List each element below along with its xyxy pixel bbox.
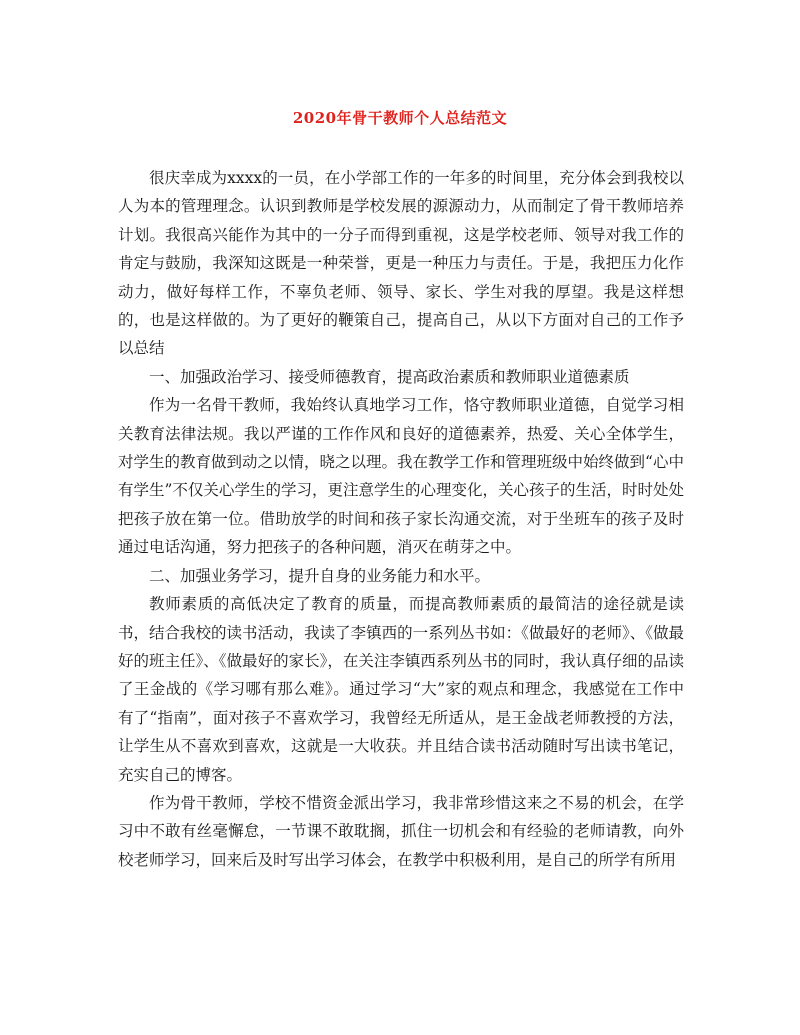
paragraph-training: 作为骨干教师，学校不惜资金派出学习，我非常珍惜这来之不易的机会，在学习中不敢有丝毫懈怠，一节课不敢耽搁，抓住一切机会和有经验的老师请教，向外校老师学习，回来后及时写出学习体会，在教学中积极利用，是自己的所学有所用 xyxy=(118,793,684,869)
paragraph-section-1: 作为一名骨干教师，我始终认真地学习工作，恪守教师职业道德，自觉学习相关教育法律法规。我以严谨的工作作风和良好的道德素养，热爱、关心全体学生，对学生的教育做到动之以情，晓之以理。我在教学工作和管理班级中始终做到“心中有学生”不仅关心学生的学习，更注意学生的心理变化，关心孩子的生活，时时处处把孩子放在第一位。借助放学的时间和孩子家长沟通交流，对于坐班车的孩子及时通过电话沟通，努力把孩子的各种问题，消灭在萌芽之中。 xyxy=(118,396,684,557)
paragraph-section-2: 教师素质的高低决定了教育的质量，而提高教师素质的最简洁的途径就是读书，结合我校的读书活动，我读了李镇西的一系列丛书如：《做最好的老师》、《做最好的班主任》、《做最好的家长》，在关注李镇西系列丛书的同时，我认真仔细的品读了王金战的《学习哪有那么难》。通过学习“大”家的观点和理念，我感觉在工作中有了“指南”，面对孩子不喜欢学习，我曾经无所适从，是王金战老师教授的方法，让学生从不喜欢到喜欢，这就是一大收获。并且结合读书活动随时写出读书笔记，充实自己的博客。 xyxy=(118,595,684,784)
document-title: 2020年骨干教师个人总结范文 xyxy=(292,109,508,127)
section-heading-1: 一、加强政治学习、接受师德教育，提高政治素质和教师职业道德素质 xyxy=(149,367,630,386)
section-heading-2: 二、加强业务学习，提升自身的业务能力和水平。 xyxy=(149,566,491,585)
paragraph-intro: 很庆幸成为xxxx的一员，在小学部工作的一年多的时间里，充分体会到我校以人为本的管理理念。认识到教师是学校发展的源源动力，从而制定了骨干教师培养计划。我很高兴能作为其中的一分子而得到重视，这是学校老师、领导对我工作的肯定与鼓励，我深知这既是一种荣誉，更是一种压力与责任。于是，我把压力化作动力，做好每样工作，不辜负老师、领导、家长、学生对我的厚望。我是这样想的，也是这样做的。为了更好的鞭策自己，提高自己，从以下方面对自己的工作予以总结 xyxy=(118,169,684,358)
document-body xyxy=(118,164,684,874)
